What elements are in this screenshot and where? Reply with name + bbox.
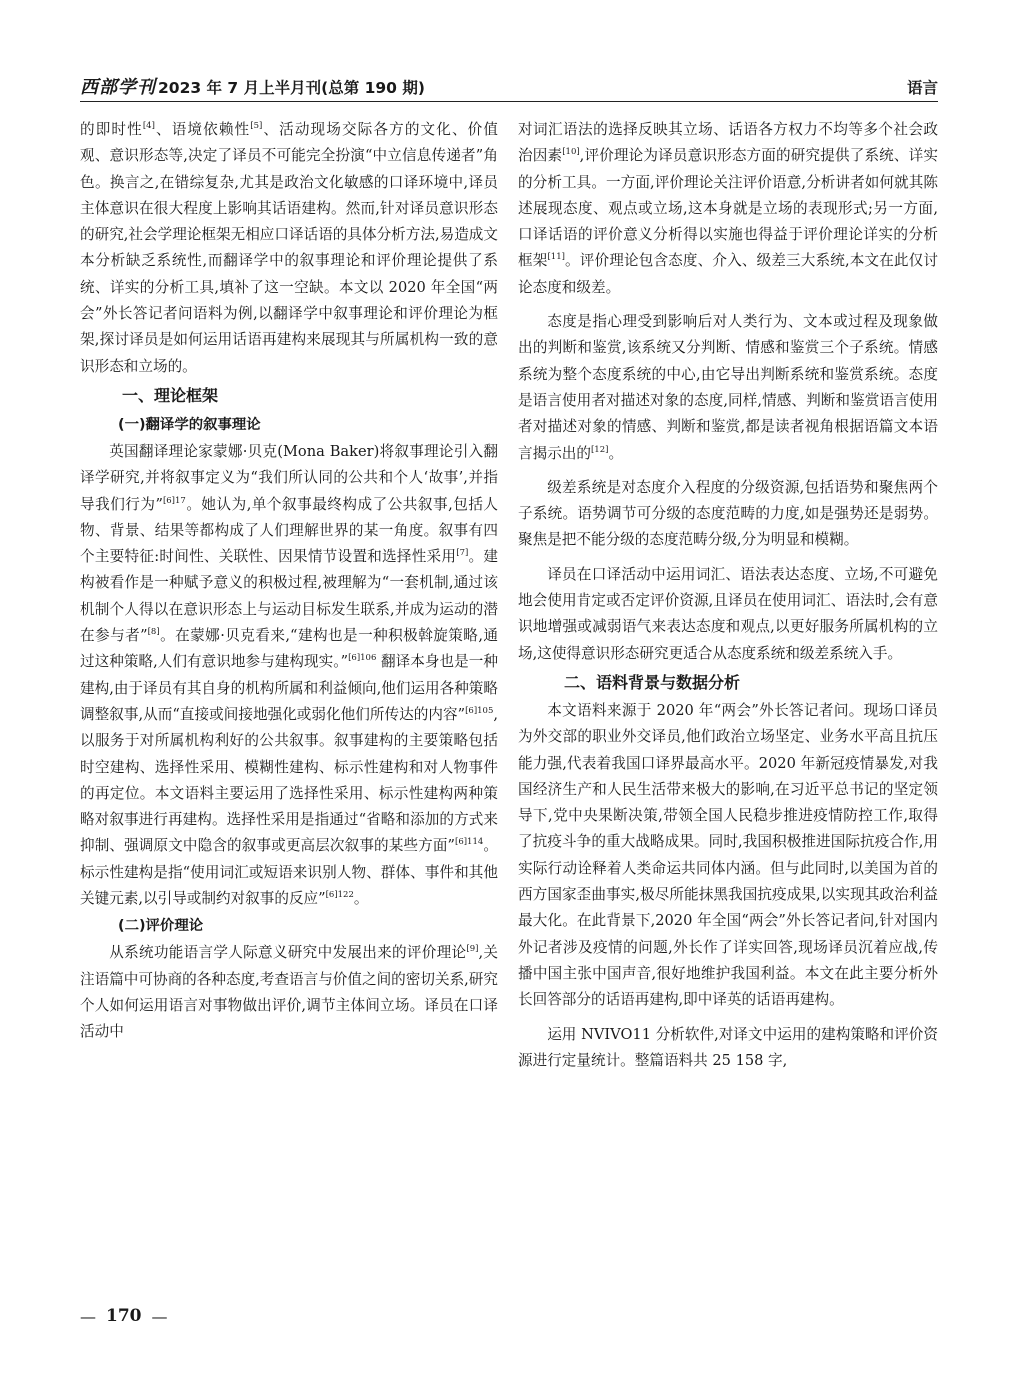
paragraph-gap	[518, 1014, 938, 1022]
paragraph-gap	[518, 467, 938, 475]
citation-marker: [6]106	[348, 653, 377, 664]
issue-info: 2023 年 7 月上半月刊(总第 190 期)	[158, 79, 425, 97]
citation-marker: [6]122	[325, 890, 354, 901]
subsection-heading: (二)评价理论	[118, 918, 204, 935]
paragraph: 态度是指心理受到影响后对人类行为、文本或过程及现象做出的判断和鉴赏,该系统又分判断、情感和鉴赏三个子系统。情感系统为整个态度系统的中心,由它导出判断系统和鉴赏系统。态度是语言使用者对描述对象的态度,同样,情感、判断和鉴赏语言使用者对描述对象的情感、判断和鉴赏,都是读者视角根据语篇文本语言揭示出的[12]。	[518, 313, 938, 462]
paragraph: 运用 NVIVO11 分析软件,对译文中运用的建构策略和评价资源进行定量统计。整篇语料共 25 158 字,	[518, 1025, 938, 1069]
citation-marker: [11]	[547, 252, 565, 263]
page-number: 170	[106, 1306, 142, 1326]
citation-marker: [5]	[250, 121, 263, 131]
paragraph: 对词汇语法的选择反映其立场、话语各方权力不均等多个社会政治因素[10],评价理论为译员意识形态方面的研究提供了系统、详实的分析工具。一方面,评价理论关注评价语意,分析讲者如何就其陈述展现态度、观点或立场,这本身就是立场的表现形式;另一方面,口译话语的评价意义分析得以实施也得益于评价理论详实的分析框架[11]。评价理论包含态度、介入、级差三大系统,本文在此仅讨论态度和级差。	[518, 121, 938, 296]
footer-dash-left: —	[80, 1306, 96, 1326]
section-heading: 一、理论框架	[122, 385, 219, 405]
citation-marker: [9]	[466, 944, 479, 955]
citation-marker: [7]	[456, 548, 469, 559]
footer-dash-right: —	[151, 1306, 168, 1326]
paragraph: 译员在口译活动中运用词汇、语法表达态度、立场,不可避免地会使用肯定或否定评价资源,且译员在使用词汇、语法时,会有意识地增强或减弱语气来表达态度和观点,以更好服务所属机构的立场,这使得意识形态研究更适合从态度系统和级差系统入手。	[518, 565, 938, 662]
citation-marker: [10]	[562, 147, 580, 158]
subsection-heading: (一)翻译学的叙事理论	[118, 416, 261, 433]
right-column	[518, 117, 938, 1074]
running-header	[80, 72, 938, 98]
header-rule	[80, 101, 938, 102]
paragraph: 级差系统是对态度介入程度的分级资源,包括语势和聚焦两个子系统。语势调节可分级的态度范畴的力度,如是强势还是弱势。聚焦是把不能分级的态度范畴分级,分为明显和模糊。	[518, 478, 938, 549]
page-footer	[80, 1302, 168, 1330]
paragraph: 的即时性[4]、语境依赖性[5]、活动现场交际各方的文化、价值观、意识形态等,决定了译员不可能完全扮演“中立信息传递者”角色。换言之,在错综复杂,尤其是政治文化敏感的口译环境中,译员主体意识在很大程度上影响其话语建构。然而,针对译员意识形态的研究,社会学理论框架无相应口译话语的具体分析方法,易造成文本分析缺乏系统性,而翻译学中的叙事理论和评价理论提供了系统、详实的分析工具,填补了这一空缺。本文以 2020 年全国“两会”外长答记者问语料为例,以翻译学中叙事理论和评价理论为框架,探讨译员是如何运用话语再建构来展现其与所属机构一致的意识形态和立场的。	[80, 121, 498, 375]
citation-marker: [6]114	[455, 837, 484, 848]
header-left	[80, 78, 425, 98]
paragraph: 本文语料来源于 2020 年“两会”外长答记者问。现场口译员为外交部的职业外交译员,他们政治立场坚定、业务水平高且抗压能力强,代表着我国口译界最高水平。2020 年新冠疫情暴发,对我国经济生产和人民生活带来极大的影响,在习近平总书记的坚定领导下,党中央果断决策,带领全国人民稳步推进疫情防控工作,取得了抗疫斗争的重大战略成果。同时,我国积极推进国际抗疫合作,用实际行动诠释着人类命运共同体内涵。但与此同时,以美国为首的西方国家歪曲事实,极尽所能抹黑我国抗疫成果,以实现其政治利益最大化。在此背景下,2020 年全国“两会”外长答记者问,针对国内外记者涉及疫情的问题,外长作了详实回答,现场译员沉着应战,传播中国主张中国声音,很好地维护我国利益。本文在此主要分析外长回答部分的话语再建构,即中译英的话语再建构。	[518, 701, 938, 1009]
citation-marker: [12]	[590, 444, 609, 455]
citation-marker: [6]17	[162, 495, 186, 506]
citation-marker: [4]	[142, 121, 155, 131]
citation-marker: [8]	[147, 627, 160, 638]
citation-marker: [6]105	[465, 705, 494, 716]
section-name: 语言	[906, 79, 938, 97]
paragraph: 从系统功能语言学人际意义研究中发展出来的评价理论[9],关注语篇中可协商的各种态度,考查语言与价值之间的密切关系,研究个人如何运用语言对事物做出评价,调节主体间立场。译员在口译活动中	[80, 944, 498, 1041]
paragraph: 英国翻译理论家蒙娜·贝克(Mona Baker)将叙事理论引入翻译学研究,并将叙事定义为“我们所认同的公共和个人‘故事’,并指导我们行为”$^{[6]17}$。她认为,单个叙事最终构成了公共叙事,包括人物、背景、结果等都构成了人们理解世界的某一角度。叙事有四个主要特征:时间性、关联性、因果情节设置和选择性采用[7]。建构被看作是一种赋予意义的积极过程,被理解为“一套机制,通过该机制个人得以在意识形态上与运动目标发生联系,并成为运动的潜在参与者”[8]。在蒙娜·贝克看来,“建构也是一种积极斡旋策略,通过这种策略,人们有意识地参与建构现实。”$^{[6]106}$ 翻译本身也是一种建构,由于译员有其自身的机构所属和利益倾向,他们运用各种策略调整叙事,从而“直接或间接地强化或弱化他们所传达的内容”$^{[6]105}$,以服务于对所属机构利好的公共叙事。叙事建构的主要策略包括时空建构、选择性采用、模糊性建构、标示性建构和对人物事件的再定位。本文语料主要运用了选择性采用、标示性建构两种策略对叙事进行再建构。选择性采用是指通过“省略和添加的方式来抑制、强调原文中隐含的叙事或更高层次叙事的某些方面”$^{[6]114}$。标示性建构是指“使用词汇或短语来识别人物、群体、事件和其他关键元素,以引导或制约对叙事的反应”$^{[6]122}$。	[80, 442, 499, 908]
paragraph-gap	[518, 554, 938, 562]
left-column	[80, 117, 498, 1046]
journal-name: 西部学刊	[80, 77, 156, 98]
section-heading: 二、语料背景与数据分析	[564, 672, 741, 692]
paragraph-gap	[518, 301, 938, 309]
